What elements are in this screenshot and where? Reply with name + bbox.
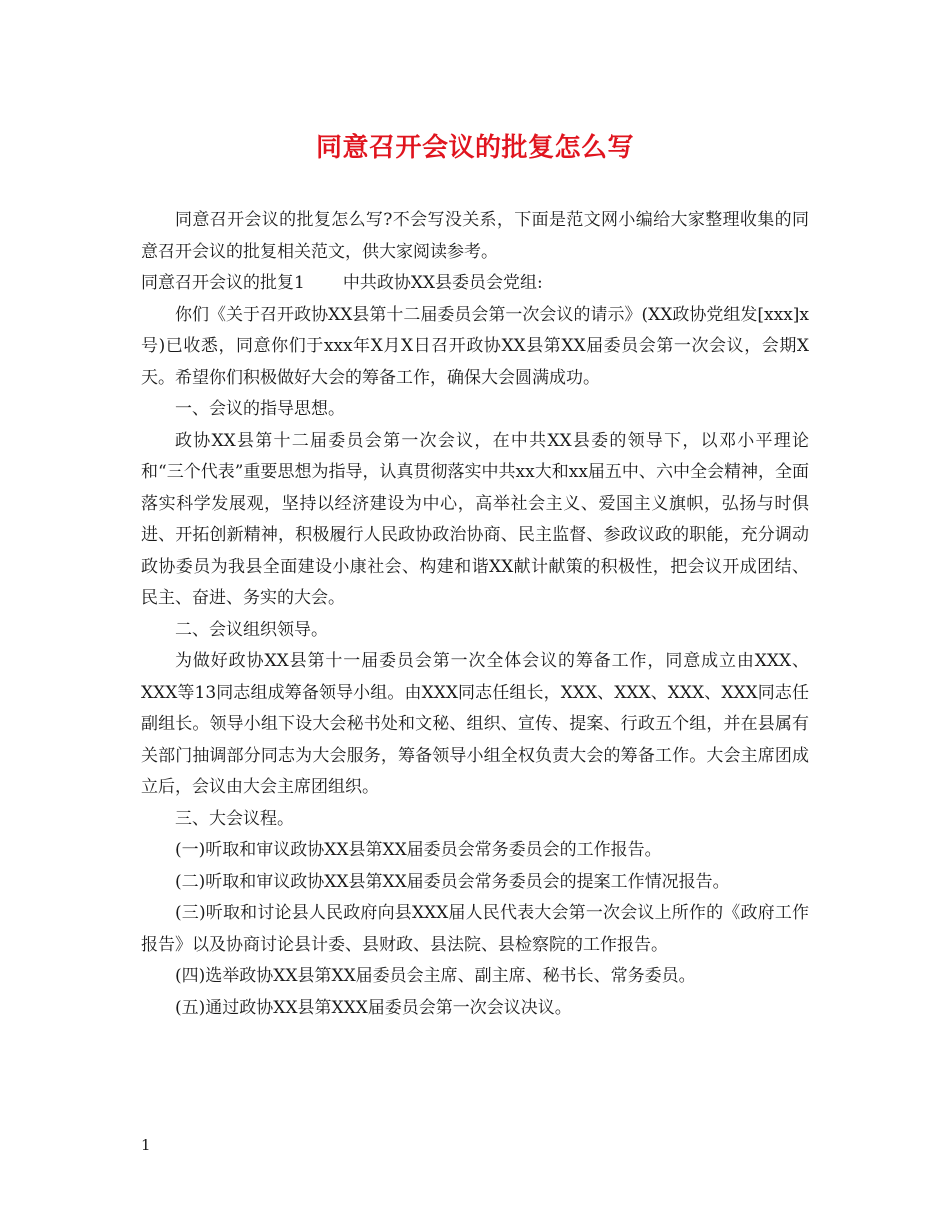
agenda-item: (五)通过政协XX县第XXX届委员会第一次会议决议。	[175, 997, 572, 1018]
body-paragraph: 你们《关于召开政协XX县第十二届委员会第一次会议的请示》(XX政协党组发[xxx]x号)已收悉，同意你们于xxx年X月X日召开政协XX县第XX届委员会第一次会议，会期X天。希望你们积极做好大会的筹备工作，确保大会圆满成功。	[141, 304, 809, 388]
intro-paragraph: 同意召开会议的批复怎么写?不会写没关系，下面是范文网小编给大家整理收集的同意召开会议的批复相关范文，供大家阅读参考。	[141, 210, 809, 262]
body-paragraph: 为做好政协XX县第十一届委员会第一次全体会议的筹备工作，同意成立由XXX、XXX等13同志组成筹备领导小组。由XXX同志任组长，XXX、XXX、XXX、XXX同志任副组长。领导小组下设大会秘书处和文秘、组织、宣传、提案、行政五个组，并在县属有关部门抽调部分同志为大会服务，筹备领导小组全权负责大会的筹备工作。大会主席团成立后，会议由大会主席团组织。	[141, 651, 809, 797]
agenda-item: (三)听取和讨论县人民政府向县XXX届人民代表大会第一次会议上所作的《政府工作报告》以及协商讨论县计委、县财政、县法院、县检察院的工作报告。	[141, 903, 809, 955]
section-heading: 一、会议的指导思想。	[175, 399, 345, 419]
document-body	[141, 205, 809, 1024]
section-heading: 三、大会议程。	[175, 808, 294, 829]
addressee: 中共政协XX县委员会党组:	[342, 273, 543, 293]
sample-heading-line	[141, 268, 809, 300]
agenda-item: (一)听取和审议政协XX县第XX届委员会常务委员会的工作报告。	[175, 840, 662, 860]
agenda-item: (二)听取和审议政协XX县第XX届委员会常务委员会的提案工作情况报告。	[175, 871, 730, 892]
page-number: 1	[141, 1136, 151, 1154]
agenda-item: (四)选举政协XX县第XX届委员会主席、副主席、秘书长、常务委员。	[175, 966, 696, 986]
document-title: 同意召开会议的批复怎么写	[315, 133, 634, 163]
body-paragraph: 政协XX县第十二届委员会第一次会议，在中共XX县委的领导下，以邓小平理论和“三个代表”重要思想为指导，认真贯彻落实中共xx大和xx届五中、六中全会精神，全面落实科学发展观，坚持以经济建设为中心，高举社会主义、爱国主义旗帜，弘扬与时俱进、开拓创新精神，积极履行人民政协政治协商、民主监督、参政议政的职能，充分调动政协委员为我县全面建设小康社会、构建和谐XX献计献策的积极性，把会议开成团结、民主、奋进、务实的大会。	[141, 430, 809, 608]
sample-heading: 同意召开会议的批复1	[141, 273, 305, 293]
section-heading: 二、会议组织领导。	[175, 619, 328, 640]
